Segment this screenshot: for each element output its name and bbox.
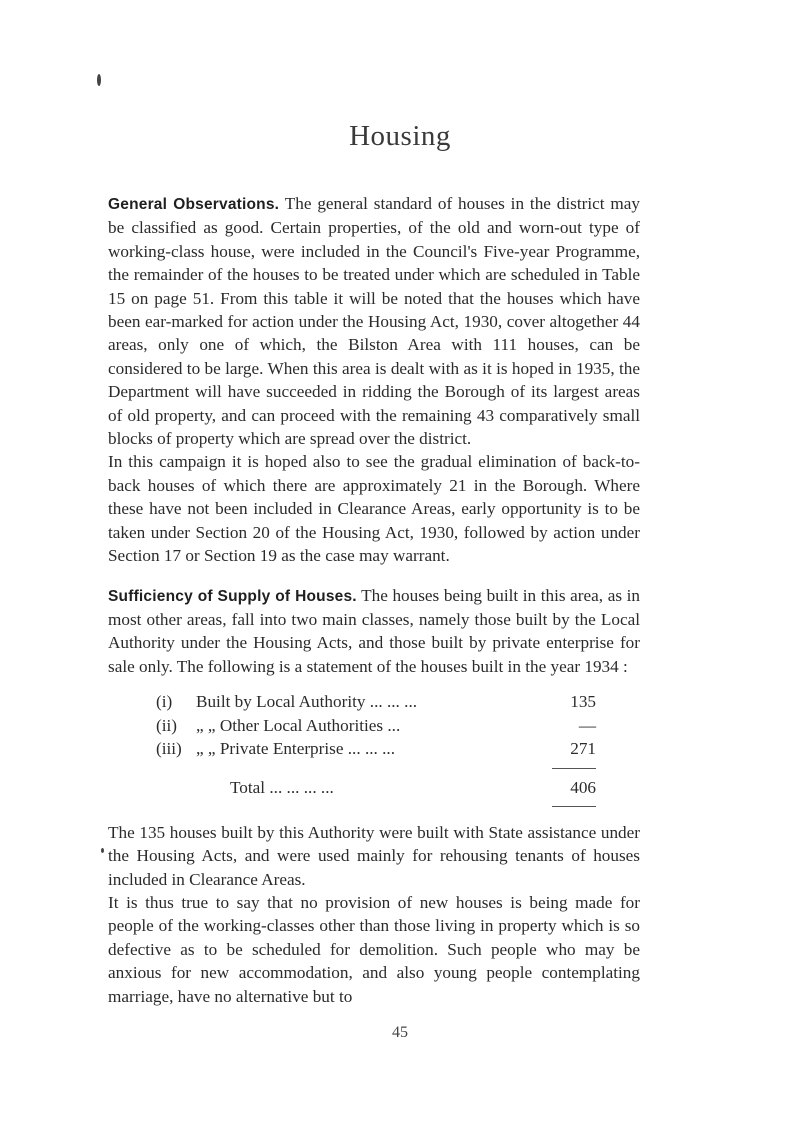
total-rule-top-wrap [156, 768, 596, 769]
row-value: 135 [570, 692, 596, 712]
total-row [156, 776, 596, 799]
section-heading-supply: Sufficiency of Supply of Houses. [108, 587, 357, 605]
ink-speck [101, 848, 104, 853]
table-row [156, 690, 596, 713]
row-label: „ „ Other Local Authorities ... [196, 715, 401, 735]
table-row [156, 714, 596, 737]
row-label: Built by Local Authority ... ... ... [196, 692, 418, 712]
total-rule-bottom [552, 806, 596, 807]
row-number: (i) [156, 692, 173, 712]
total-value: 406 [570, 778, 596, 798]
row-label: „ „ Private Enterprise ... ... ... [196, 738, 396, 758]
page-number: 45 [392, 1024, 408, 1041]
total-rule-bottom-wrap [156, 806, 596, 807]
paragraph: The 135 houses built by this Authority were built with State assistance under the Housing Acts, and were used mainly for rehousing tenants of houses included in Clearance Areas. [108, 822, 640, 889]
section-heading-general: General Observations. [108, 196, 280, 213]
row-number: (ii) [156, 715, 177, 735]
paragraph-text: The houses being built in this area, as in most other areas, fall into two main classes, namely those built by the Local Authority under the Housing Acts, and those built by private enterprise for sale only. The following is a statement of the houses built in the year 1934 : [108, 585, 640, 676]
paragraph: It is thus true to say that no provision of new houses is being made for people of the working-classes other than those living in property which is so defective as to be scheduled for demolition. Such people who may be anxious for new accommodation, and also young people contemplating marriage, have no alternative but to [108, 892, 640, 1006]
body-text [108, 192, 640, 1008]
paragraph-general [108, 192, 640, 450]
page-title: Housing [349, 120, 451, 152]
ink-speck [97, 74, 101, 86]
total-label: Total ... ... ... ... [230, 778, 334, 798]
paragraph: In this campaign it is hoped also to see the gradual elimination of back-to-back houses of which there are approximately 21 in the Borough. Where these have not been included in Clearance Areas, early opportunity is to be taken under Section 20 of the Housing Act, 1930, followed by action under Section 17 or Section 19 as the case may warrant. [108, 452, 640, 566]
row-number: (iii) [156, 738, 182, 758]
houses-built-table [156, 690, 596, 807]
row-value: — [578, 715, 596, 735]
total-rule-top [552, 768, 596, 769]
row-value: 271 [570, 738, 596, 758]
paragraph-supply [108, 584, 640, 679]
table-row [156, 737, 596, 760]
paragraph-text: The general standard of houses in the district may be classified as good. Certain properties, of the old and worn-out type of working-class house, were included in the Council's Five-year Programme, the remainder of the houses to be treated under which are scheduled in Table 15 on page 51. From this table it will be noted that the houses which have been ear-marked for action under the Housing Act, 1930, cover altogether 44 areas, only one of which, the Bilston Area with 111 houses, can be considered to be large. When this area is dealt with as it is hoped in 1935, the Department will have succeeded in ridding the Borough of its largest areas of old property, and can proceed with the remaining 43 comparatively small blocks of property which are spread over the district. [108, 194, 640, 449]
